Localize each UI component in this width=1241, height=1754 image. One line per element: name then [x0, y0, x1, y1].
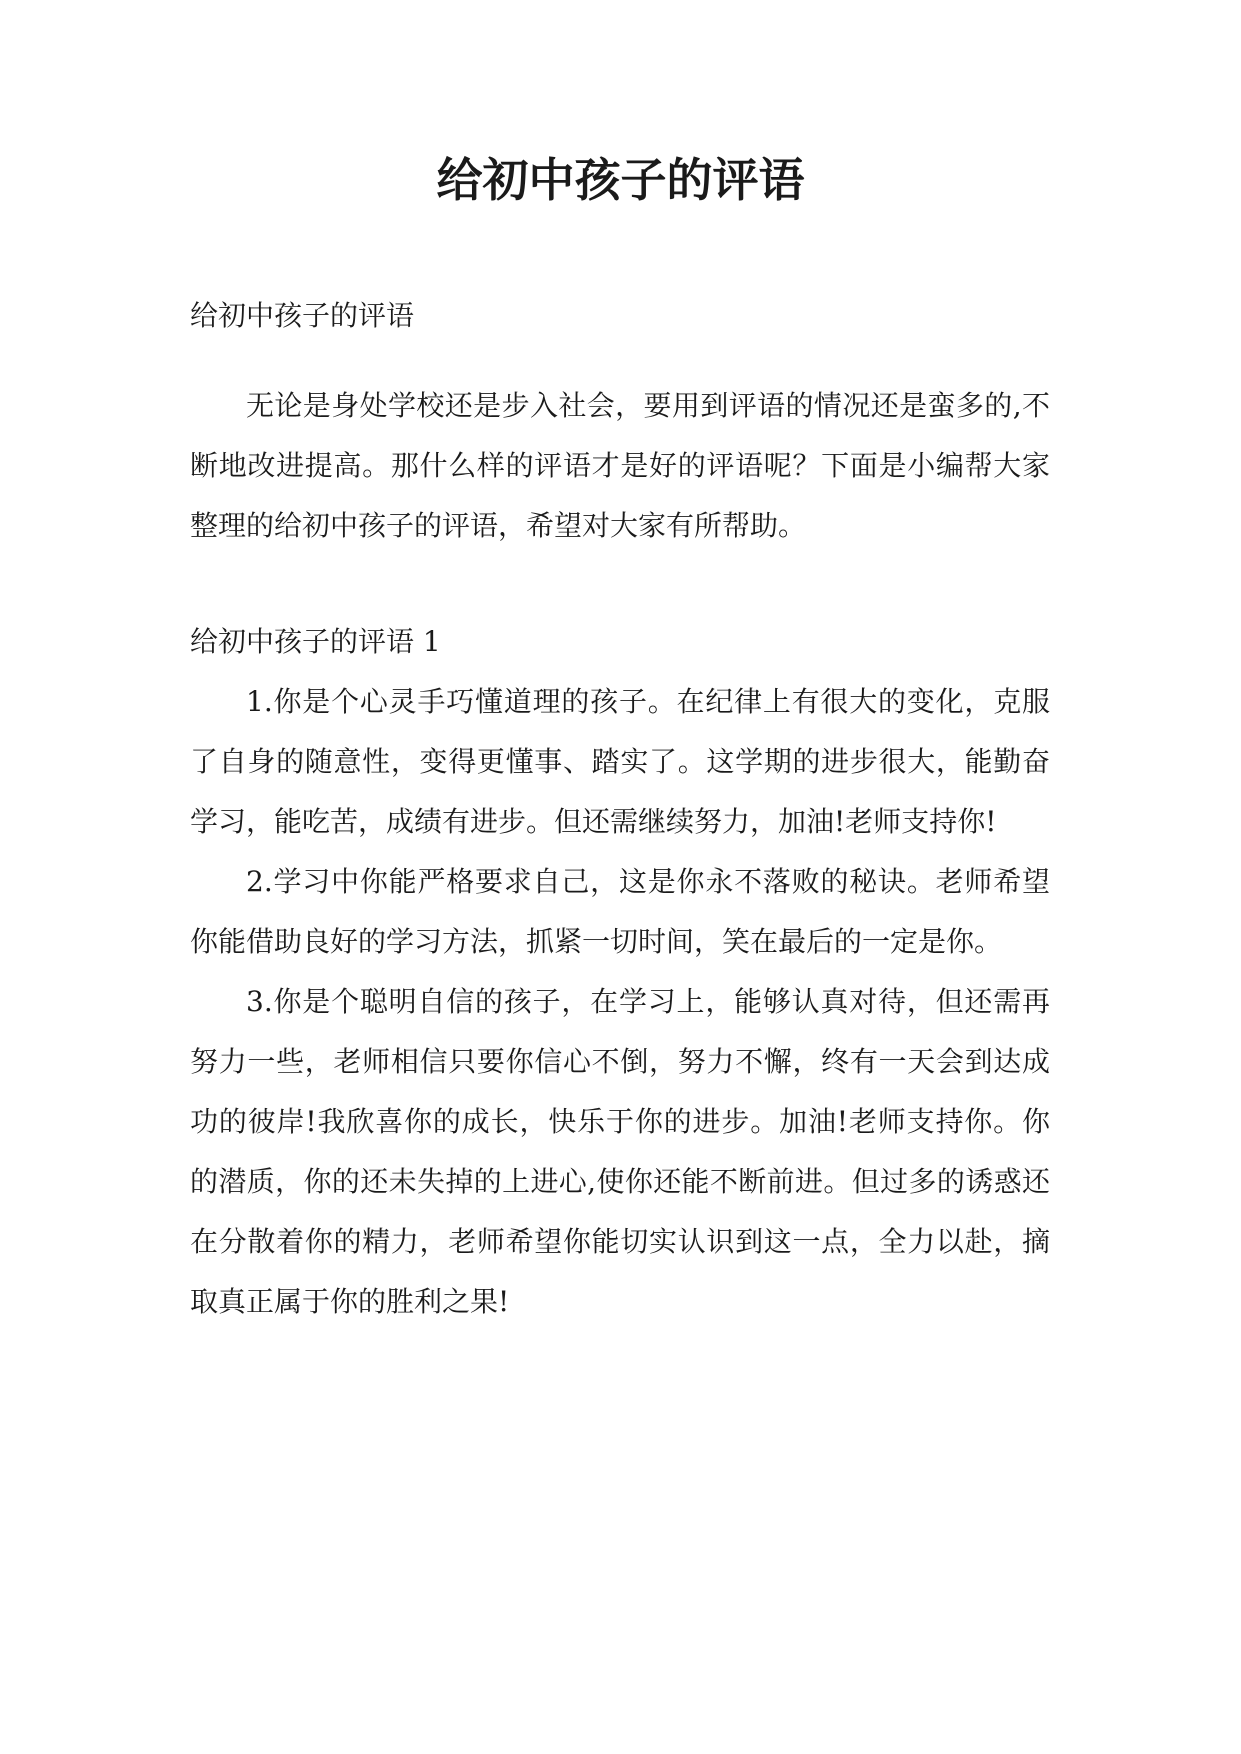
spacer	[190, 346, 1050, 376]
document-subtitle: 给初中孩子的评语	[190, 299, 415, 332]
document-body	[190, 286, 1050, 1332]
section-heading: 给初中孩子的评语 1	[190, 625, 441, 658]
intro-paragraph: 无论是身处学校还是步入社会，要用到评语的情况还是蛮多的,不断地改进提高。那什么样的评语才是好的评语呢？下面是小编帮大家整理的给初中孩子的评语，希望对大家有所帮助。	[190, 389, 1050, 542]
comment-item-2: 2.学习中你能严格要求自己，这是你永不落败的秘诀。老师希望你能借助良好的学习方法，抓紧一切时间，笑在最后的一定是你。	[190, 865, 1050, 958]
comment-item-3: 3.你是个聪明自信的孩子，在学习上，能够认真对待，但还需再努力一些，老师相信只要你信心不倒，努力不懈，终有一天会到达成功的彼岸!我欣喜你的成长，快乐于你的进步。加油!老师支持你。你的潜质，你的还未失掉的上进心,使你还能不断前进。但过多的诱惑还在分散着你的精力，老师希望你能切实认识到这一点，全力以赴，摘取真正属于你的胜利之果!	[190, 985, 1050, 1318]
spacer	[190, 556, 1050, 612]
document-title: 给初中孩子的评语	[436, 153, 805, 207]
comment-item-1: 1.你是个心灵手巧懂道理的孩子。在纪律上有很大的变化，克服了自身的随意性，变得更懂事、踏实了。这学期的进步很大，能勤奋学习，能吃苦，成绩有进步。但还需继续努力，加油!老师支持你!	[190, 685, 1050, 838]
